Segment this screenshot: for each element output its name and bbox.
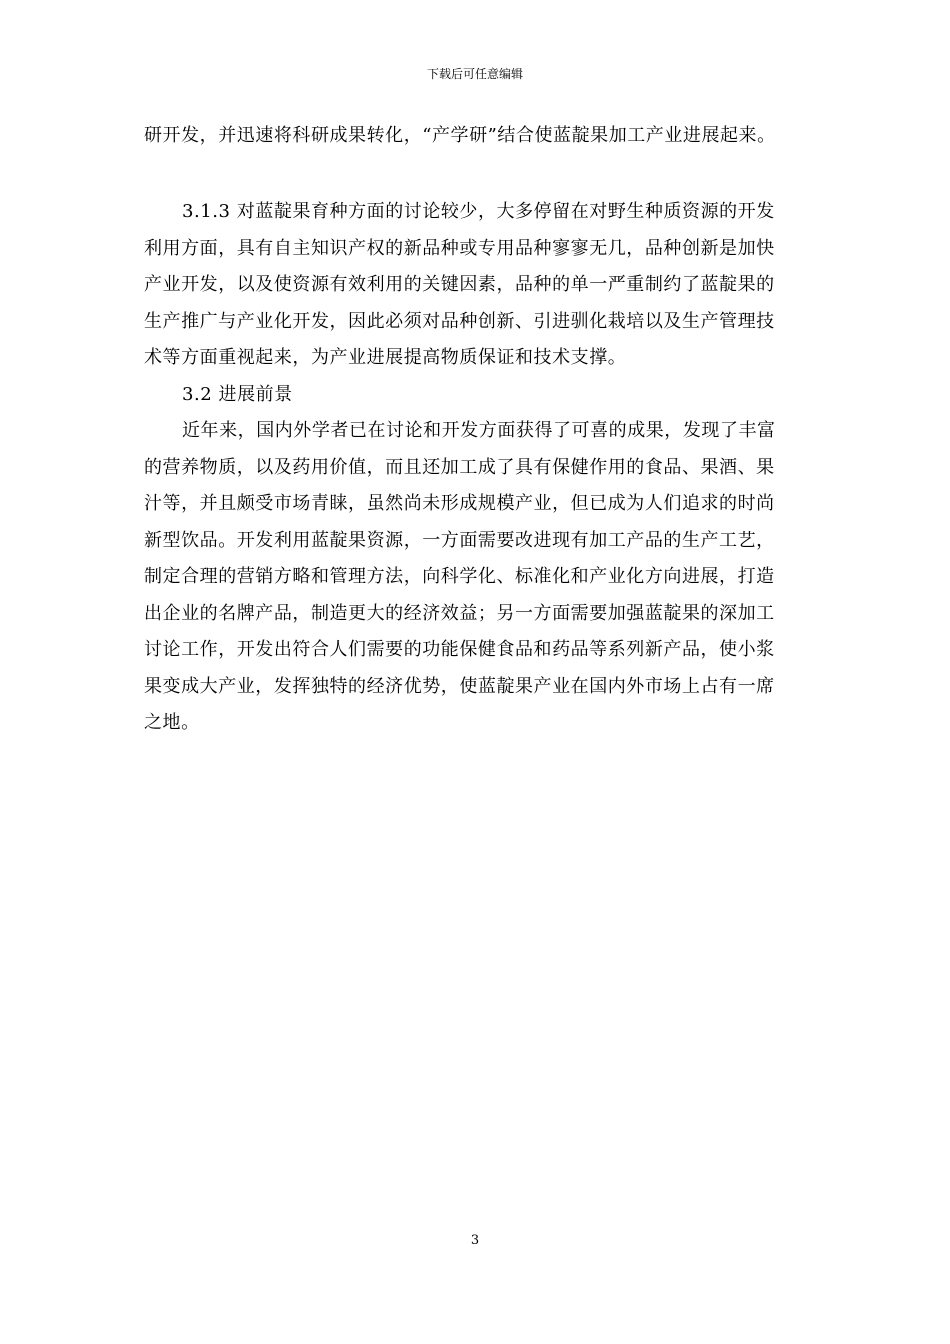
page-header: 下载后可任意编辑 [426, 67, 523, 81]
page-number: 3 [470, 1233, 480, 1248]
text-line: 生产推广与产业化开发，因此必须对品种创新、引进驯化栽培以及生产管理技 [144, 310, 775, 332]
text-line: 制定合理的营销方略和管理方法，向科学化、标准化和产业化方向进展，打造 [144, 566, 775, 587]
text-line: 利用方面，具有自主知识产权的新品种或专用品种寥寥无几，品种创新是加快 [144, 237, 775, 259]
text-line: 之地。 [144, 712, 200, 733]
text-line: 近年来，国内外学者已在讨论和开发方面获得了可喜的成果，发现了丰富 [182, 420, 776, 441]
paragraph-3-2 [144, 413, 814, 742]
text-line: 研开发，并迅速将科研成果转化，“产学研”结合使蓝靛果加工产业进展起来。 [144, 125, 776, 146]
text-line: 3.1.3 对蓝靛果育种方面的讨论较少，大多停留在对野生种质资源的开发 [182, 201, 775, 222]
text-line: 讨论工作，开发出符合人们需要的功能保健食品和药品等系列新产品，使小浆 [144, 639, 775, 660]
continuation-paragraph [144, 118, 814, 155]
text-line: 出企业的名牌产品，制造更大的经济效益；另一方面需要加强蓝靛果的深加工 [144, 602, 775, 624]
text-line: 产业开发，以及使资源有效利用的关键因素，品种的单一严重制约了蓝靛果的 [144, 274, 775, 295]
text-line: 的营养物质，以及药用价值，而且还加工成了具有保健作用的食品、果酒、果 [144, 456, 775, 478]
document-body [144, 194, 814, 742]
text-line: 新型饮品。开发利用蓝靛果资源，一方面需要改进现有加工产品的生产工艺， [144, 529, 775, 551]
text-line: 术等方面重视起来，为产业进展提高物质保证和技术支撑。 [144, 347, 627, 368]
section-heading-3-2: 3.2 进展前景 [182, 383, 293, 405]
paragraph-3-1-3 [144, 194, 814, 377]
text-line: 果变成大产业，发挥独特的经济优势，使蓝靛果产业在国内外市场上占有一席 [144, 675, 775, 697]
text-line: 汁等，并且颇受市场青睐，虽然尚未形成规模产业，但已成为人们追求的时尚 [144, 493, 775, 514]
